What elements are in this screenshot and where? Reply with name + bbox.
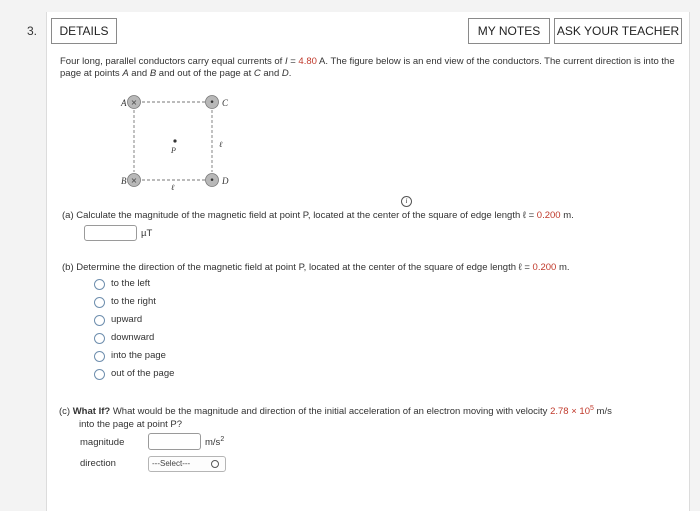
option-downward[interactable]: downward <box>94 331 154 345</box>
option-out-of-the-page[interactable]: out of the page <box>94 367 174 381</box>
radio-button[interactable] <box>94 315 105 326</box>
part-a-question: (a) Calculate the magnitude of the magnetic field at point P, located at the center of the square of edge length ℓ = 0.200 m. <box>62 210 574 221</box>
ask-your-teacher-button[interactable]: ASK YOUR TEACHER <box>554 18 682 44</box>
problem-statement: Four long, parallel conductors carry equal currents of I = 4.80 A. The figure below is an end view of the conductors. The current direction is into the page at points A and B and out of the page at C and D. <box>60 56 675 79</box>
select-arrow-icon <box>211 460 219 468</box>
magnitude-input[interactable] <box>148 433 201 450</box>
label-edge-side: ℓ <box>219 140 223 149</box>
radio-button[interactable] <box>94 333 105 344</box>
info-icon[interactable]: i <box>401 196 412 207</box>
radio-button[interactable] <box>94 351 105 362</box>
conductor-d <box>206 174 230 187</box>
option-upward[interactable]: upward <box>94 313 142 327</box>
conductor-a <box>120 96 141 109</box>
label-a: A <box>121 98 127 108</box>
into-page-symbol: × <box>130 176 138 185</box>
radio-button[interactable] <box>94 279 105 290</box>
radio-button[interactable] <box>94 297 105 308</box>
question-number: 3. <box>27 24 38 38</box>
details-button[interactable]: DETAILS <box>51 18 117 44</box>
label-c: C <box>222 98 229 108</box>
square-edges <box>134 102 212 180</box>
part-b-question: (b) Determine the direction of the magnetic field at point P, located at the center of the square of edge length ℓ = 0.200 m. <box>62 262 570 273</box>
option-to-the-right[interactable]: to the right <box>94 295 156 309</box>
into-page-symbol: × <box>130 98 138 107</box>
label-b: B <box>121 176 127 186</box>
label-p: P <box>171 146 176 155</box>
part-a-unit: µT <box>141 228 153 239</box>
magnitude-label: magnitude <box>80 437 125 448</box>
my-notes-button[interactable]: MY NOTES <box>468 18 550 44</box>
point-p-dot <box>173 139 176 142</box>
question-panel <box>46 12 690 511</box>
magnitude-unit: $m/s^2$ <box>205 436 225 449</box>
conductor-c <box>206 96 230 109</box>
direction-label: direction <box>80 458 116 469</box>
part-a-answer-input[interactable] <box>84 225 137 241</box>
out-of-page-symbol: • <box>209 98 215 108</box>
option-into-the-page[interactable]: into the page <box>94 349 166 363</box>
part-c-question: (c) What If? What would be the magnitude and direction of the initial acceleration of an electron moving with velocity $2.78 \times 10^5$ m/s into the page at point P? <box>59 405 612 431</box>
label-d: D <box>222 176 229 186</box>
out-of-page-symbol: • <box>209 176 215 186</box>
label-edge-bottom: ℓ <box>171 183 175 192</box>
conductor-b <box>121 174 141 187</box>
direction-select[interactable]: ---Select--- <box>148 456 226 472</box>
option-to-the-left[interactable]: to the left <box>94 277 150 291</box>
conductor-figure <box>47 12 689 212</box>
radio-button[interactable] <box>94 369 105 380</box>
